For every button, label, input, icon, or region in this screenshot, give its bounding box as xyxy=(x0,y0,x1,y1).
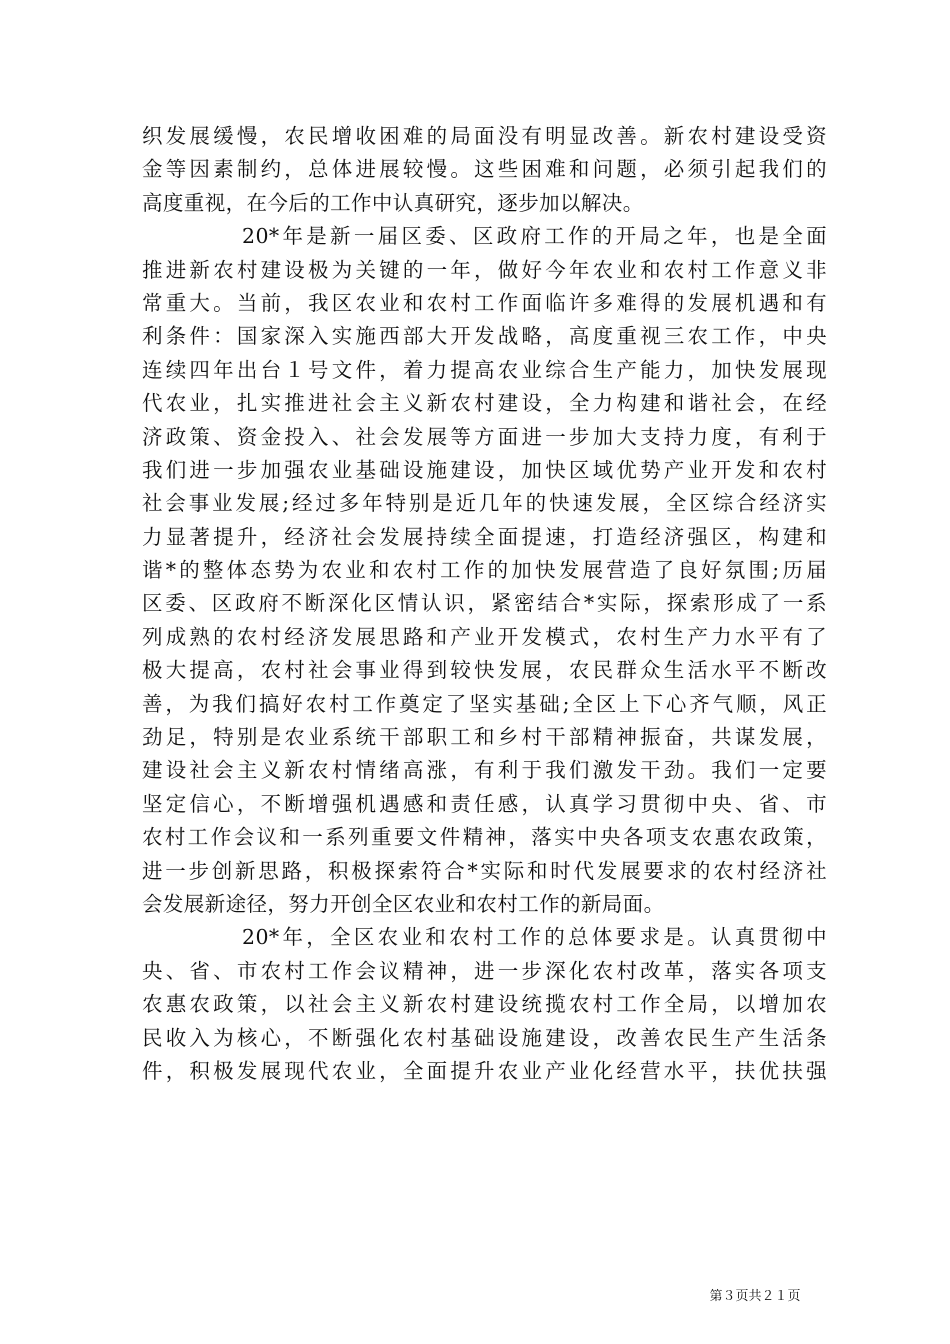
paragraph-2 xyxy=(142,220,827,921)
text-line: 农村工作会议和一系列重要文件精神，落实中央各项支农惠农政策， xyxy=(142,825,827,850)
text-line: 常重大。当前，我区农业和农村工作面临许多难得的发展机遇和有 xyxy=(142,290,827,315)
text-line: 劲足，特别是农业系统干部职工和乡村干部精神振奋，共谋发展， xyxy=(142,725,827,750)
text-line: 农惠农政策，以社会主义新农村建设统揽农村工作全局，以增加农 xyxy=(142,992,827,1017)
text-line: 金等因素制约，总体进展较慢。这些困难和问题，必须引起我们的 xyxy=(142,157,827,182)
page-number-footer: 第３页共２１页 xyxy=(709,1289,801,1304)
text-line: 区委、区政府不断深化区情认识，紧密结合*实际，探索形成了一系 xyxy=(142,591,827,616)
text-line: 会发展新途径，努力开创全区农业和农村工作的新局面。 xyxy=(142,891,665,916)
paragraph-3 xyxy=(142,921,827,1088)
text-line: 20*年，全区农业和农村工作的总体要求是。认真贯彻中 xyxy=(242,925,827,950)
text-line: 济政策、资金投入、社会发展等方面进一步加大支持力度，有利于 xyxy=(142,424,827,449)
text-line: 民收入为核心，不断强化农村基础设施建设，改善农民生产生活条 xyxy=(142,1025,827,1050)
text-line: 高度重视，在今后的工作中认真研究，逐步加以解决。 xyxy=(142,190,644,215)
text-line: 进一步创新思路，积极探索符合*实际和时代发展要求的农村经济社 xyxy=(142,858,827,883)
paragraph-1 xyxy=(142,120,827,220)
text-line: 织发展缓慢，农民增收困难的局面没有明显改善。新农村建设受资 xyxy=(142,124,827,148)
text-line: 建设社会主义新农村情绪高涨，有利于我们激发干劲。我们一定要 xyxy=(142,758,827,783)
text-line: 20*年是新一届区委、区政府工作的开局之年，也是全面 xyxy=(242,224,827,249)
text-line: 极大提高，农村社会事业得到较快发展，农民群众生活水平不断改 xyxy=(142,658,827,683)
text-line: 善，为我们搞好农村工作奠定了坚实基础;全区上下心齐气顺，风正 xyxy=(142,691,827,716)
text-line: 利条件：国家深入实施西部大开发战略，高度重视三农工作，中央 xyxy=(142,324,827,349)
text-line: 推进新农村建设极为关键的一年，做好今年农业和农村工作意义非 xyxy=(142,257,827,282)
text-line: 力显著提升，经济社会发展持续全面提速，打造经济强区，构建和 xyxy=(142,524,827,549)
text-line: 央、省、市农村工作会议精神，进一步深化农村改革，落实各项支 xyxy=(142,958,827,983)
text-line: 代农业，扎实推进社会主义新农村建设，全力构建和谐社会，在经 xyxy=(142,391,827,416)
document-body xyxy=(142,120,827,1088)
text-line: 件，积极发展现代农业，全面提升农业产业化经营水平，扶优扶强 xyxy=(142,1058,827,1083)
text-line: 谐*的整体态势为农业和农村工作的加快发展营造了良好氛围;历届 xyxy=(142,558,827,583)
text-line: 连续四年出台１号文件，着力提高农业综合生产能力，加快发展现 xyxy=(142,357,827,382)
text-line: 社会事业发展;经过多年特别是近几年的快速发展，全区综合经济实 xyxy=(142,491,827,516)
text-line: 坚定信心，不断增强机遇感和责任感，认真学习贯彻中央、省、市 xyxy=(142,791,827,816)
text-line: 列成熟的农村经济发展思路和产业开发模式，农村生产力水平有了 xyxy=(142,624,827,649)
text-line: 我们进一步加强农业基础设施建设，加快区域优势产业开发和农村 xyxy=(142,457,827,482)
